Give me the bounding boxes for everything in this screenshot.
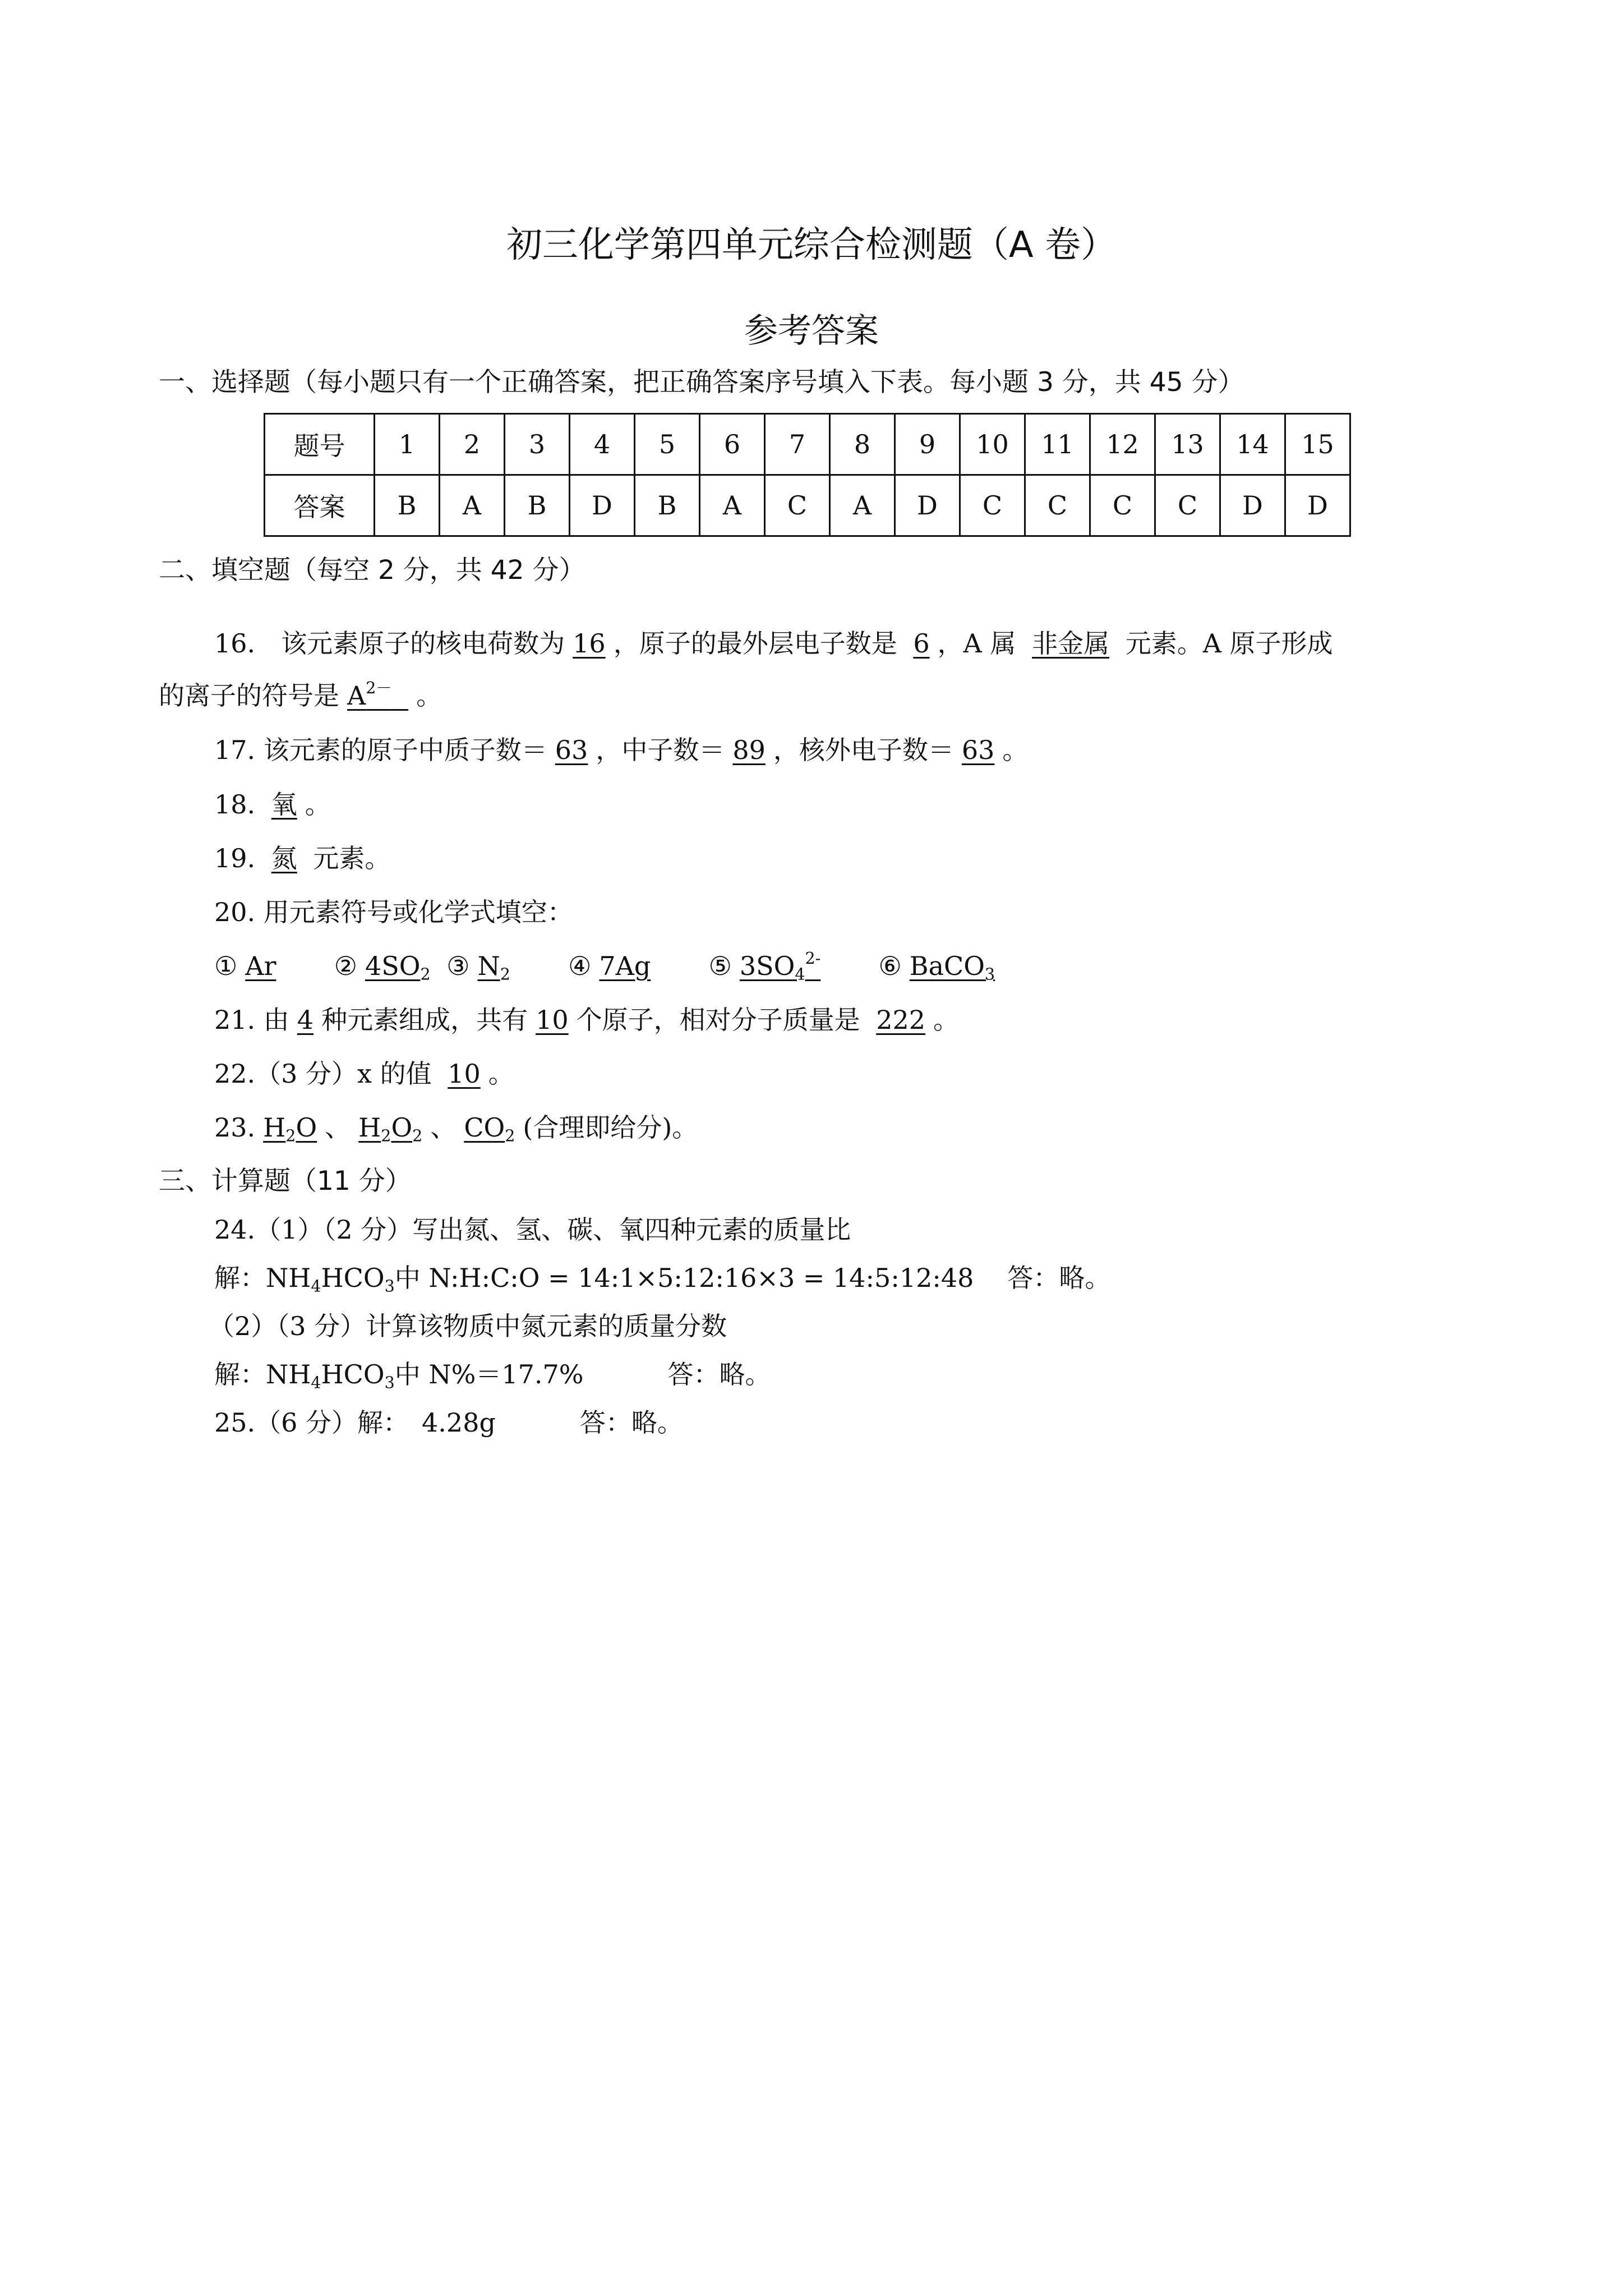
question-17 bbox=[214, 732, 1028, 768]
q17-text: 。 bbox=[1002, 735, 1029, 765]
q19-answer: 氮 bbox=[271, 843, 297, 873]
question-24-solution2 bbox=[214, 1356, 771, 1392]
question-23 bbox=[214, 1110, 698, 1145]
formula-part: BaCO bbox=[909, 951, 985, 981]
formula-subscript: 3 bbox=[984, 965, 995, 984]
q17-text: 17. 该元素的原子中质子数＝ bbox=[214, 735, 547, 765]
q16-answer-ion bbox=[339, 680, 416, 711]
section3-heading: 三、计算题（11 分） bbox=[159, 1166, 412, 1197]
question-24-solution1 bbox=[214, 1260, 1110, 1296]
formula-part: 3SO bbox=[739, 951, 795, 981]
solution-text: HCO bbox=[321, 1263, 385, 1293]
table-cell: D bbox=[570, 475, 635, 536]
table-cell: A bbox=[440, 475, 505, 536]
question-24-part1: 24.（1）（2 分）写出氮、氢、碳、氧四种元素的质量比 bbox=[214, 1214, 851, 1245]
answer-text: 答：略。 bbox=[1007, 1263, 1111, 1293]
table-cell: 10 bbox=[960, 414, 1025, 475]
table-cell: 7 bbox=[765, 414, 830, 475]
table-cell: 4 bbox=[570, 414, 635, 475]
answer-table bbox=[264, 413, 1351, 537]
q20-answer-2 bbox=[357, 951, 439, 984]
q21-text: 个原子，相对分子质量是 bbox=[576, 1005, 860, 1035]
formula-part: N bbox=[477, 951, 500, 981]
formula-subscript: 2 bbox=[412, 1126, 423, 1145]
formula-subscript: 4 bbox=[795, 965, 805, 984]
q18-answer: 氧 bbox=[271, 789, 297, 820]
table-cell: 5 bbox=[635, 414, 700, 475]
q20-marker: ① bbox=[214, 951, 238, 981]
q22-answer: 10 bbox=[448, 1059, 481, 1089]
table-cell: C bbox=[765, 475, 830, 536]
solution-text: 中 N%＝17.7% bbox=[394, 1359, 584, 1389]
question-18 bbox=[214, 786, 331, 822]
question-22 bbox=[214, 1056, 514, 1092]
q20-answer-3 bbox=[470, 951, 518, 984]
formula-part: O bbox=[296, 1112, 317, 1143]
q22-text: 。 bbox=[488, 1059, 514, 1089]
table-cell: C bbox=[1090, 475, 1155, 536]
q23-answer-1 bbox=[255, 1112, 325, 1143]
table-cell: D bbox=[1285, 475, 1350, 536]
q16-answer-type: 非金属 bbox=[1032, 628, 1110, 659]
table-cell: 14 bbox=[1220, 414, 1285, 475]
q21-answer-mass: 222 bbox=[876, 1005, 926, 1035]
formula-part: CO bbox=[464, 1112, 505, 1143]
formula-subscript: 2 bbox=[500, 965, 510, 984]
q21-answer-elements: 4 bbox=[297, 1005, 314, 1035]
table-cell: C bbox=[1025, 475, 1090, 536]
formula-part: O bbox=[391, 1112, 413, 1143]
table-cell: 11 bbox=[1025, 414, 1090, 475]
q17-text: ，中子数＝ bbox=[596, 735, 725, 765]
question-16-cont bbox=[159, 678, 442, 714]
q20-answer-1: Ar bbox=[245, 951, 276, 981]
q20-answer-6 bbox=[902, 951, 1003, 984]
question-21 bbox=[214, 1002, 959, 1038]
q17-answer-protons: 63 bbox=[555, 735, 588, 765]
table-cell: B bbox=[635, 475, 700, 536]
table-cell: 6 bbox=[700, 414, 765, 475]
separator: 、 bbox=[430, 1112, 457, 1143]
q16-answer-charge: 16 bbox=[573, 628, 606, 659]
formula-subscript: 4 bbox=[311, 1373, 321, 1392]
q23-answer-3 bbox=[456, 1112, 523, 1143]
q20-answer-5 bbox=[732, 949, 828, 984]
q16-text: 16. 该元素原子的核电荷数为 bbox=[214, 628, 565, 659]
q22-text: 22.（3 分）x 的值 bbox=[214, 1059, 432, 1089]
q23-answer-2 bbox=[351, 1112, 430, 1143]
table-row-answers bbox=[265, 475, 1350, 536]
q16-text: 元素。A 原子形成 bbox=[1125, 628, 1333, 659]
formula-subscript: 3 bbox=[384, 1373, 395, 1392]
question-19 bbox=[214, 840, 390, 876]
table-cell: C bbox=[960, 475, 1025, 536]
q17-answer-neutrons: 89 bbox=[732, 735, 766, 765]
answer-text: 答：略。 bbox=[579, 1407, 683, 1438]
formula-subscript: 4 bbox=[311, 1277, 321, 1296]
formula-superscript: 2- bbox=[805, 949, 821, 968]
q20-answer-4: 7Ag bbox=[599, 951, 651, 981]
solution-text: 中 N:H:C:O = 14:1×5:12:16×3 = 14:5:12:48 bbox=[394, 1263, 974, 1293]
question-24-part2: （2）（3 分）计算该物质中氮元素的质量分数 bbox=[209, 1311, 727, 1341]
q23-note: (合理即给分)。 bbox=[523, 1112, 698, 1143]
table-cell: 1 bbox=[375, 414, 440, 475]
q17-text: ，核外电子数＝ bbox=[773, 735, 954, 765]
section2-heading: 二、填空题（每空 2 分，共 42 分） bbox=[159, 555, 585, 586]
table-cell: 15 bbox=[1285, 414, 1350, 475]
table-cell: D bbox=[895, 475, 960, 536]
q20-marker: ③ bbox=[446, 951, 470, 981]
q25-text: 25.（6 分）解： 4.28g bbox=[214, 1407, 496, 1438]
row-label-answer: 答案 bbox=[265, 475, 375, 536]
q21-text: 种元素组成，共有 bbox=[321, 1005, 528, 1035]
q16-answer-outer-electrons: 6 bbox=[913, 628, 930, 659]
q16-text: ，原子的最外层电子数是 bbox=[613, 628, 897, 659]
q16-text: 。 bbox=[416, 680, 442, 711]
table-cell: A bbox=[700, 475, 765, 536]
page-title: 初三化学第四单元综合检测题（A 卷） bbox=[506, 224, 1117, 266]
row-label-number: 题号 bbox=[265, 414, 375, 475]
q18-number: 18. bbox=[214, 789, 256, 820]
ion-symbol: A bbox=[347, 680, 366, 711]
section1-heading: 一、选择题（每小题只有一个正确答案，把正确答案序号填入下表。每小题 3 分，共 45 分） bbox=[159, 367, 1244, 398]
formula-part: H bbox=[263, 1112, 286, 1143]
ion-charge: 2－ bbox=[366, 679, 392, 698]
formula-part: 4SO bbox=[365, 951, 421, 981]
q21-text: 。 bbox=[933, 1005, 960, 1035]
q20-marker: ⑤ bbox=[708, 951, 732, 981]
table-cell: C bbox=[1155, 475, 1220, 536]
table-cell: 2 bbox=[440, 414, 505, 475]
table-cell: B bbox=[505, 475, 570, 536]
separator: 、 bbox=[325, 1112, 351, 1143]
table-cell: 12 bbox=[1090, 414, 1155, 475]
question-20-answers bbox=[214, 948, 1003, 984]
table-cell: 13 bbox=[1155, 414, 1220, 475]
q19-text: 元素。 bbox=[313, 843, 391, 873]
q19-number: 19. bbox=[214, 843, 256, 873]
solution-text: 解：NH bbox=[214, 1359, 311, 1389]
formula-subscript: 3 bbox=[384, 1277, 395, 1296]
q16-text: 的离子的符号是 bbox=[159, 680, 339, 711]
q16-text: ，A 属 bbox=[937, 628, 1016, 659]
page-subtitle: 参考答案 bbox=[744, 311, 879, 351]
q20-marker: ⑥ bbox=[878, 951, 902, 981]
solution-text: HCO bbox=[321, 1359, 385, 1389]
formula-subscript: 2 bbox=[420, 965, 431, 984]
formula-subscript: 2 bbox=[285, 1126, 296, 1145]
answer-text: 答：略。 bbox=[667, 1359, 771, 1389]
q21-text: 21. 由 bbox=[214, 1005, 289, 1035]
table-row-numbers bbox=[265, 414, 1350, 475]
question-16 bbox=[214, 625, 1333, 661]
q17-answer-electrons: 63 bbox=[961, 735, 995, 765]
formula-subscript: 2 bbox=[505, 1126, 515, 1145]
q23-number: 23. bbox=[214, 1112, 256, 1143]
question-25 bbox=[214, 1405, 683, 1441]
question-20: 20. 用元素符号或化学式填空： bbox=[214, 897, 573, 927]
table-cell: 8 bbox=[830, 414, 895, 475]
table-cell: D bbox=[1220, 475, 1285, 536]
q20-marker: ② bbox=[334, 951, 357, 981]
formula-subscript: 2 bbox=[381, 1126, 391, 1145]
table-cell: A bbox=[830, 475, 895, 536]
q21-answer-atoms: 10 bbox=[536, 1005, 569, 1035]
table-cell: 9 bbox=[895, 414, 960, 475]
solution-text: 解：NH bbox=[214, 1263, 311, 1293]
table-cell: 3 bbox=[505, 414, 570, 475]
table-cell: B bbox=[375, 475, 440, 536]
q18-text: 。 bbox=[305, 789, 331, 820]
formula-part: H bbox=[358, 1112, 381, 1143]
q20-marker: ④ bbox=[568, 951, 592, 981]
